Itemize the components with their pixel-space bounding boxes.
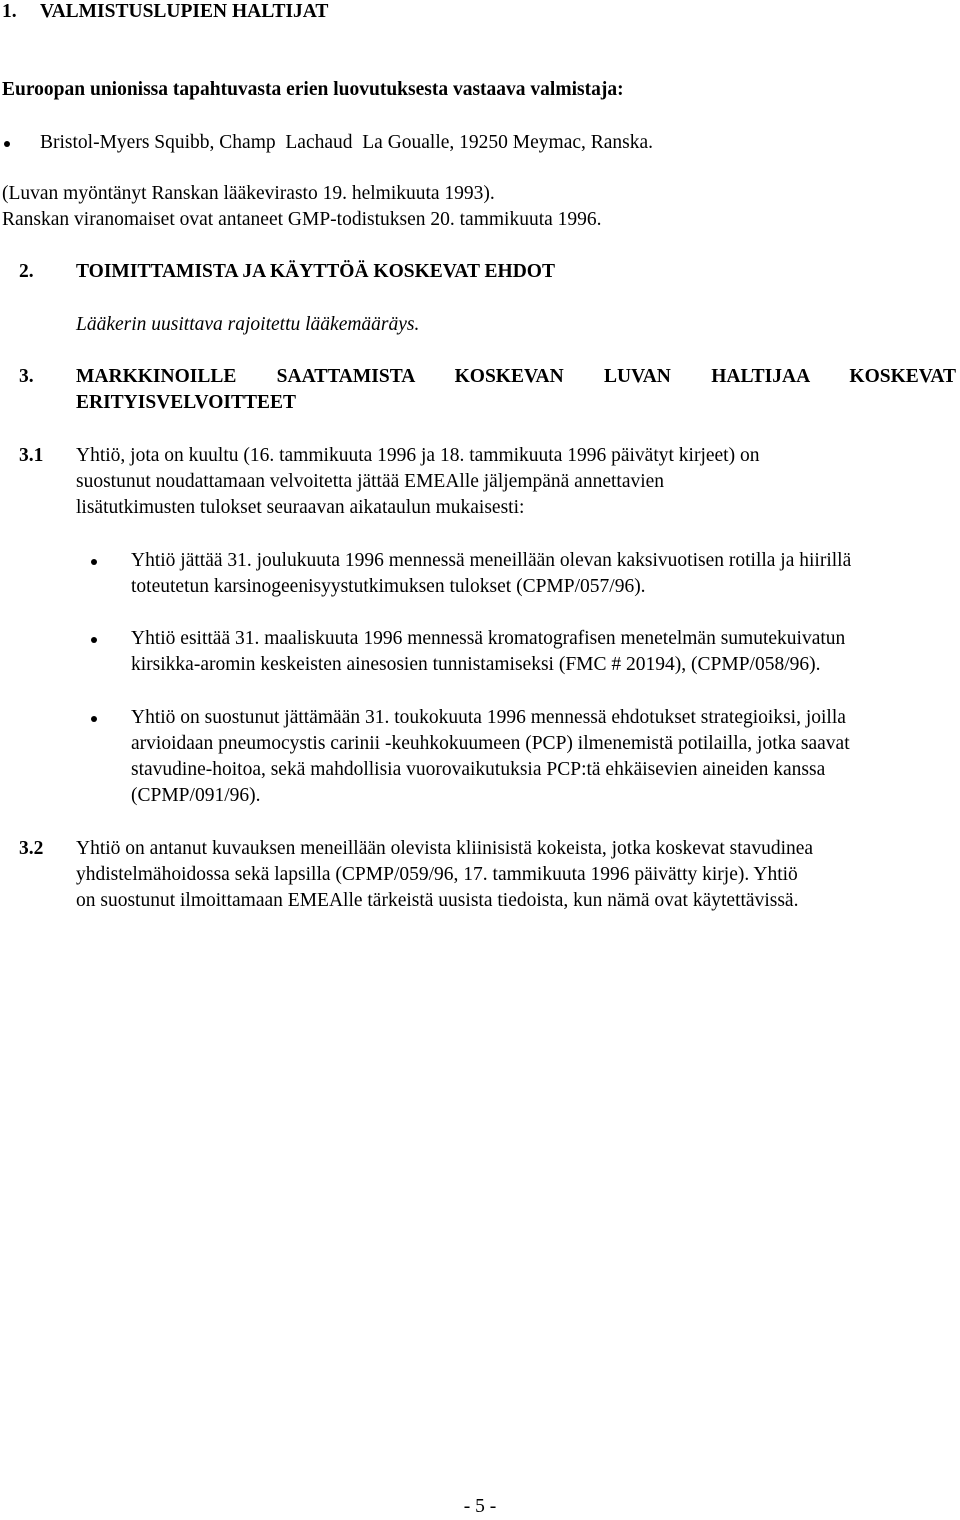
section-3-1-number: 3.1 — [19, 445, 44, 466]
bullet-icon — [4, 141, 10, 147]
obligation-1-line1: Yhtiö jättää 31. joulukuuta 1996 mennessä meneillään olevan kaksivuotisen rotilla ja hiirillä — [131, 550, 852, 571]
obligation-3-line2: arvioidaan pneumocystis carinii -keuhkokuumeen (PCP) ilmenemistä potilailla, jotka saavat — [131, 733, 850, 754]
obligation-3-line1: Yhtiö on suostunut jättämään 31. toukokuuta 1996 mennessä ehdotukset strategioiksi, joilla — [131, 707, 846, 728]
section-3-1-line2: suostunut noudattamaan velvoitetta jättää EMEAlle jäljempänä annettavien — [76, 471, 665, 492]
bullet-icon — [91, 637, 97, 643]
bullet-icon — [91, 716, 97, 722]
page-number: - 5 - — [463, 1496, 497, 1517]
section-3-1-line3: lisätutkimusten tulokset seuraavan aikataulun mukaisesti: — [76, 497, 525, 518]
obligation-2-line2: kirsikka-aromin keskeisten ainesosien tunnistamiseksi (FMC # 20194), (CPMP/058/96). — [131, 654, 821, 675]
section-3-2-line1: Yhtiö on antanut kuvauksen meneillään olevista kliinisistä kokeista, jotka koskevat stavudinea — [76, 838, 814, 859]
license-line: (Luvan myöntänyt Ranskan lääkevirasto 19. helmikuuta 1993). — [2, 183, 495, 204]
obligation-2-line1: Yhtiö esittää 31. maaliskuuta 1996 mennessä kromatografisen menetelmän sumutekuivatun — [131, 628, 846, 649]
section-3-2-number: 3.2 — [19, 838, 44, 859]
bullet-icon — [91, 559, 97, 565]
section-3-title-line2: ERITYISVELVOITTEET — [76, 392, 296, 413]
section-1-title: VALMISTUSLUPIEN HALTIJAT — [40, 1, 329, 22]
section-1-number: 1. — [2, 1, 17, 22]
manufacturer-address: Bristol-Myers Squibb, Champ Lachaud La Goualle, 19250 Meymac, Ranska. — [40, 132, 654, 153]
obligation-3-line4: (CPMP/091/96). — [131, 785, 261, 806]
gmp-line: Ranskan viranomaiset ovat antaneet GMP-todistuksen 20. tammikuuta 1996. — [2, 209, 602, 230]
section-2-text: Lääkerin uusittava rajoitettu lääkemääräys. — [76, 314, 420, 335]
section-3-1-line1: Yhtiö, jota on kuultu (16. tammikuuta 1996 ja 18. tammikuuta 1996 päivätyt kirjeet) on — [76, 445, 760, 466]
obligation-3-line3: stavudine-hoitoa, sekä mahdollisia vuorovaikutuksia PCP:tä ehkäisevien aineiden kanssa — [131, 759, 826, 780]
section-2-title: TOIMITTAMISTA JA KÄYTTÖÄ KOSKEVAT EHDOT — [76, 261, 555, 282]
section-1-subheading: Euroopan unionissa tapahtuvasta erien luovutuksesta vastaava valmistaja: — [2, 79, 624, 100]
section-2-number: 2. — [19, 261, 34, 282]
section-3-2-line3: on suostunut ilmoittamaan EMEAlle tärkeistä uusista tiedoista, kun nämä ovat käytettävissä. — [76, 890, 799, 911]
section-3-title-line1: MARKKINOILLE SAATTAMISTA KOSKEVAN LUVAN HALTIJAA KOSKEVAT — [76, 366, 956, 387]
section-3-number: 3. — [19, 366, 34, 387]
section-3-2-line2: yhdistelmähoidossa sekä lapsilla (CPMP/059/96, 17. tammikuuta 1996 päivätty kirje). Yhtiö — [76, 864, 798, 885]
obligation-1-line2: toteutetun karsinogeenisyystutkimuksen tulokset (CPMP/057/96). — [131, 576, 646, 597]
